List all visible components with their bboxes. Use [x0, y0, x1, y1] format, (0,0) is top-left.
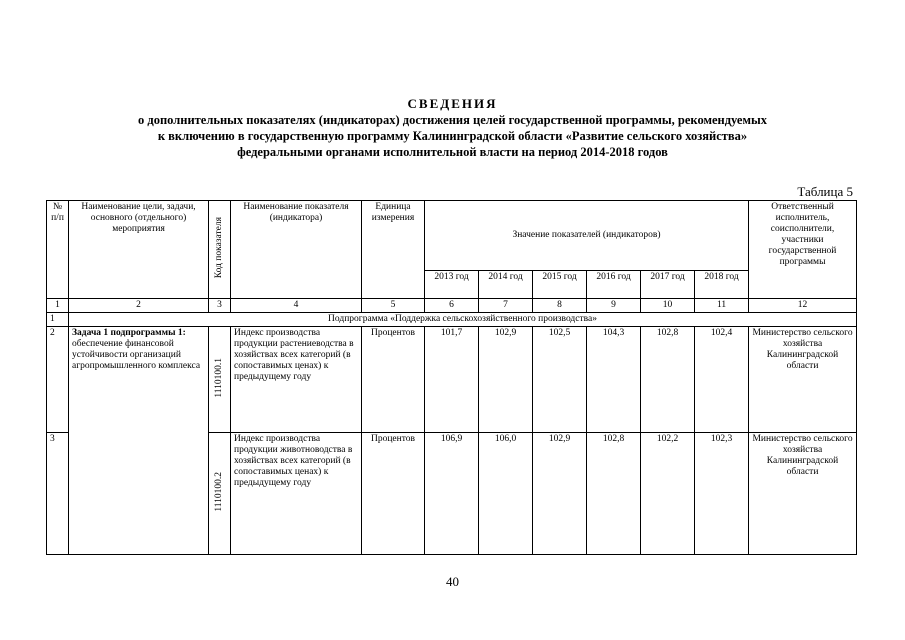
task-text: обеспечение финансовой устойчивости организаций агропромышленного комплекса: [72, 339, 201, 371]
indicators-table: [46, 200, 857, 555]
header-year-2018: 2018 год: [695, 271, 749, 299]
header-code: [209, 201, 231, 299]
header-num: № п/п: [47, 201, 69, 299]
header-unit: Единица измерения: [362, 201, 425, 299]
subtitle-line-2: к включению в государственную программу Калининградской области «Развитие сельского хозяйства»: [157, 129, 748, 143]
row-value-2015: 102,5: [533, 327, 587, 433]
row-value-2013: 101,7: [425, 327, 479, 433]
row-value-2016: 104,3: [587, 327, 641, 433]
col-num: 6: [425, 299, 479, 313]
col-num: 9: [587, 299, 641, 313]
row-value-2017: 102,8: [641, 327, 695, 433]
table-label: Таблица 5: [797, 184, 853, 199]
col-num: 7: [479, 299, 533, 313]
document-title: СВЕДЕНИЯ: [407, 96, 498, 111]
row-code-cell: [209, 327, 231, 433]
row-responsible: Министерство сельского хозяйства Калининградской области: [749, 433, 857, 555]
table-row: [47, 327, 857, 433]
subprogram-num: 1: [47, 313, 69, 327]
header-code-label: Код показателя: [214, 216, 224, 279]
row-value-2018: 102,3: [695, 433, 749, 555]
row-code: 1110100.1: [214, 357, 224, 398]
subtitle-line-3: федеральными органами исполнительной власти на период 2014-2018 годов: [237, 145, 668, 159]
row-unit: Процентов: [362, 433, 425, 555]
row-responsible: Министерство сельского хозяйства Калининградской области: [749, 327, 857, 433]
row-indicator: Индекс производства продукции растениеводства в хозяйствах всех категорий (в сопоставимых ценах) к предыдущему году: [231, 327, 362, 433]
task-title: Задача 1 подпрограммы 1:: [72, 328, 186, 338]
row-indicator: Индекс производства продукции животноводства в хозяйствах всех категорий (в сопоставимых ценах) к предыдущему году: [231, 433, 362, 555]
row-num: 2: [47, 327, 69, 433]
subtitle-line-1: о дополнительных показателях (индикаторах) достижения целей государственной программы, рекомендуемых: [138, 113, 767, 127]
row-code: 1110100.2: [214, 471, 224, 512]
header-year-2016: 2016 год: [587, 271, 641, 299]
row-code-cell: [209, 433, 231, 555]
col-num: 4: [231, 299, 362, 313]
page-number: 40: [446, 574, 459, 589]
row-value-2013: 106,9: [425, 433, 479, 555]
col-num: 11: [695, 299, 749, 313]
row-value-2014: 106,0: [479, 433, 533, 555]
row-value-2015: 102,9: [533, 433, 587, 555]
subprogram-title: Подпрограмма «Поддержка сельскохозяйственного производства»: [69, 313, 857, 327]
col-num: 3: [209, 299, 231, 313]
col-num: 5: [362, 299, 425, 313]
header-year-2017: 2017 год: [641, 271, 695, 299]
header-indicator: Наименование показателя (индикатора): [231, 201, 362, 299]
row-value-2018: 102,4: [695, 327, 749, 433]
col-num: 8: [533, 299, 587, 313]
task-cell: [69, 327, 209, 555]
document-heading: [0, 96, 905, 160]
header-values: Значение показателей (индикаторов): [425, 201, 749, 271]
col-num: 12: [749, 299, 857, 313]
subprogram-row: [47, 313, 857, 327]
header-year-2015: 2015 год: [533, 271, 587, 299]
row-num: 3: [47, 433, 69, 555]
col-num: 2: [69, 299, 209, 313]
header-name: Наименование цели, задачи, основного (отдельного) мероприятия: [69, 201, 209, 299]
col-num: 10: [641, 299, 695, 313]
header-row: [47, 201, 857, 271]
col-num: 1: [47, 299, 69, 313]
header-responsible: Ответственный исполнитель, соисполнители, участники государственной программы: [749, 201, 857, 299]
row-value-2017: 102,2: [641, 433, 695, 555]
column-numbers-row: [47, 299, 857, 313]
row-value-2016: 102,8: [587, 433, 641, 555]
row-value-2014: 102,9: [479, 327, 533, 433]
header-year-2013: 2013 год: [425, 271, 479, 299]
header-year-2014: 2014 год: [479, 271, 533, 299]
row-unit: Процентов: [362, 327, 425, 433]
